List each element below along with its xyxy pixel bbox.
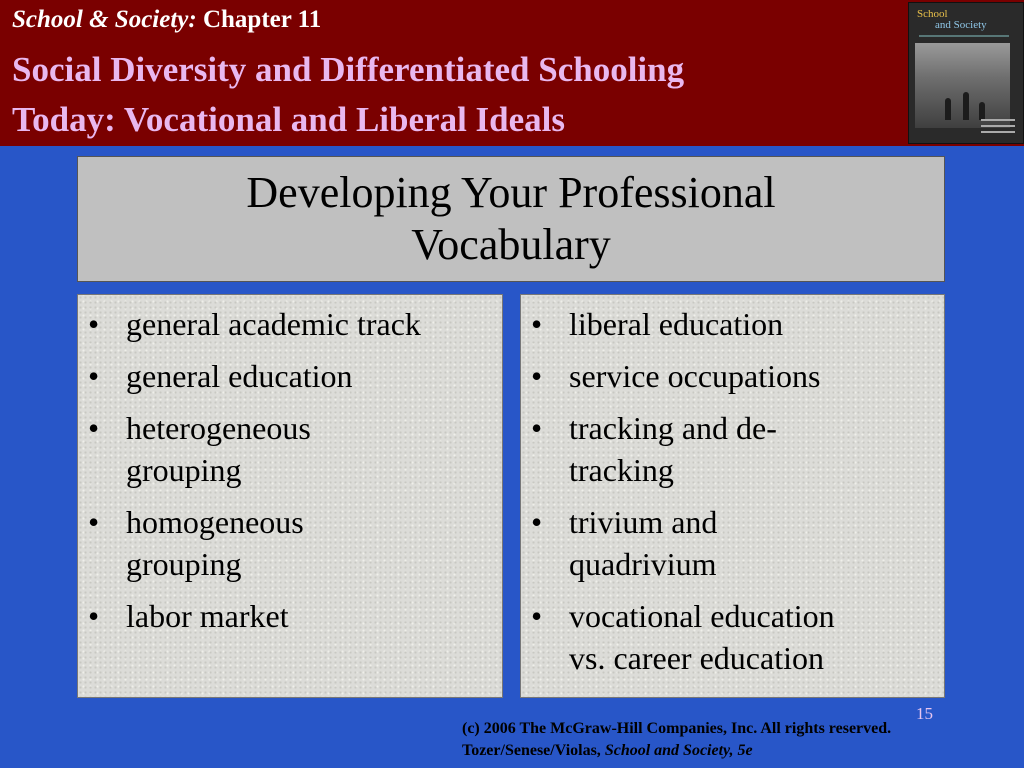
term-line-continued: grouping xyxy=(126,452,242,488)
term-line: trivium and xyxy=(569,504,718,540)
bullet-icon: • xyxy=(88,358,100,394)
list-item xyxy=(78,303,502,345)
cover-authors-block xyxy=(981,119,1015,137)
term-line-continued: tracking xyxy=(569,452,674,488)
list-item xyxy=(521,303,944,345)
bullet-icon: • xyxy=(531,598,543,634)
bullet-icon: • xyxy=(88,410,100,446)
term-line-continued: grouping xyxy=(126,546,242,582)
citation-book: School and Society, 5e xyxy=(604,742,753,759)
list-item xyxy=(78,501,502,585)
chapter-label: Chapter 11 xyxy=(202,6,322,33)
bullet-icon: • xyxy=(88,504,100,540)
term-line: homogeneous xyxy=(126,504,304,540)
list-item xyxy=(521,407,944,491)
term-line-continued: quadrivium xyxy=(569,546,717,582)
list-item xyxy=(521,355,944,397)
list-item xyxy=(521,501,944,585)
chapter-title-line1: Social Diversity and Differentiated Schooling xyxy=(12,50,685,89)
term-line: service occupations xyxy=(569,358,821,394)
bullet-icon: • xyxy=(88,598,100,634)
term-line: general education xyxy=(126,358,353,394)
cover-title xyxy=(917,9,987,31)
list-item xyxy=(521,595,944,679)
term-line-continued: vs. career education xyxy=(569,640,824,676)
term-line: liberal education xyxy=(569,306,784,342)
right-term-list xyxy=(521,295,944,679)
chapter-title-line2: Today: Vocational and Liberal Ideals xyxy=(12,100,566,139)
list-item xyxy=(78,355,502,397)
slide-title-line1: Developing Your Professional xyxy=(246,168,776,217)
term-line: heterogeneous xyxy=(126,410,311,446)
slide-header xyxy=(0,0,1024,146)
cover-figure xyxy=(945,98,951,120)
book-cover-image xyxy=(908,2,1024,144)
citation-authors: Tozer/Senese/Violas, xyxy=(462,742,605,759)
slide-footer xyxy=(462,718,891,762)
book-title: School & Society: xyxy=(12,6,197,33)
term-line: vocational education xyxy=(569,598,835,634)
citation-line xyxy=(462,740,891,762)
slide-title-line2: Vocabulary xyxy=(411,220,611,269)
cover-title-word2: and Society xyxy=(935,19,987,31)
left-term-panel xyxy=(77,294,503,698)
right-term-panel xyxy=(520,294,945,698)
term-line: general academic track xyxy=(126,306,421,342)
cover-photo xyxy=(915,43,1010,128)
bullet-icon: • xyxy=(88,306,100,342)
term-line: labor market xyxy=(126,598,289,634)
page-number: 15 xyxy=(916,704,933,723)
cover-figure xyxy=(979,102,985,120)
term-line: tracking and de- xyxy=(569,410,777,446)
list-item xyxy=(78,407,502,491)
copyright-notice: (c) 2006 The McGraw-Hill Companies, Inc. All rights reserved. xyxy=(462,720,892,737)
cover-subtitle-rule xyxy=(919,35,1009,37)
bullet-icon: • xyxy=(531,410,543,446)
slide-title-box xyxy=(77,156,945,282)
cover-figure xyxy=(963,92,969,120)
header-book-chapter xyxy=(12,6,321,34)
bullet-icon: • xyxy=(531,504,543,540)
bullet-icon: • xyxy=(531,306,543,342)
bullet-icon: • xyxy=(531,358,543,394)
left-term-list xyxy=(78,295,502,637)
list-item xyxy=(78,595,502,637)
cover-title-word1: School xyxy=(917,8,948,20)
